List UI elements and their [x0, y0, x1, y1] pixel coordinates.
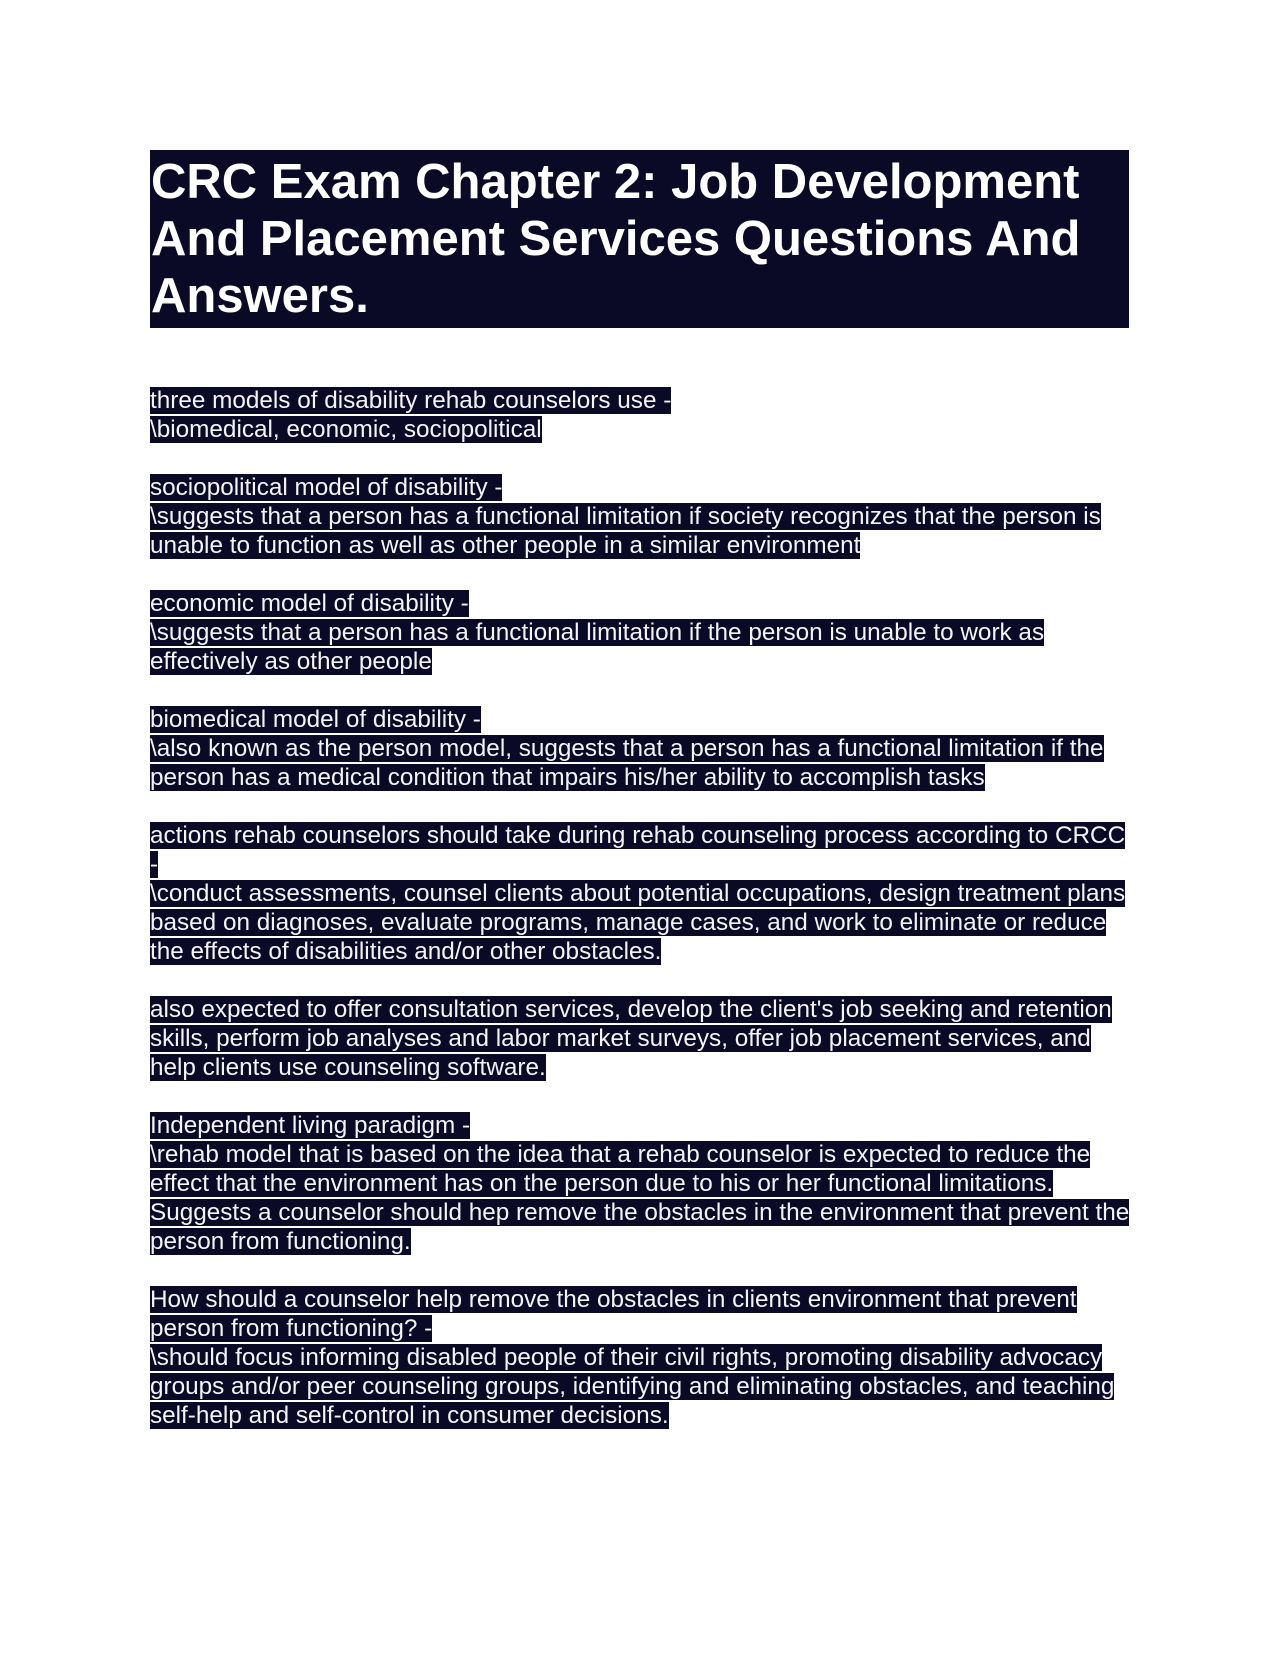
answer-text: \suggests that a person has a functional limitation if society recognizes that the person is unable to function as well as other people in a similar environment	[150, 503, 1101, 559]
answer-text: \should focus informing disabled people of their civil rights, promoting disability advocacy groups and/or peer counseling groups, identifying and eliminating obstacles, and teaching self-help and self-control in consumer decisions.	[150, 1344, 1115, 1429]
qa-entry	[150, 1285, 1130, 1430]
answer-text: \suggests that a person has a functional limitation if the person is unable to work as effectively as other people	[150, 619, 1045, 675]
question-text: How should a counselor help remove the obstacles in clients environment that prevent person from functioning? -	[150, 1286, 1077, 1342]
document-title: CRC Exam Chapter 2: Job Development And Placement Services Questions And Answers.	[150, 150, 1129, 328]
qa-entry	[150, 705, 1130, 792]
question-text: economic model of disability -	[150, 590, 469, 617]
question-text: Independent living paradigm -	[150, 1112, 471, 1139]
answer-text: also expected to offer consultation services, develop the client's job seeking and retention skills, perform job analyses and labor market surveys, offer job placement services, and help clients use counseling software.	[150, 996, 1112, 1081]
qa-entry	[150, 821, 1130, 966]
answer-text: \conduct assessments, counsel clients about potential occupations, design treatment plans based on diagnoses, evaluate programs, manage cases, and work to eliminate or reduce the effects of disabilities and/or other obstacles.	[150, 880, 1126, 965]
answer-text: \rehab model that is based on the idea that a rehab counselor is expected to reduce the effect that the environment has on the person due to his or her functional limitations. Suggests a counselor should hep remove the obstacles in the environment that prevent the person from functioning.	[150, 1141, 1130, 1255]
qa-list	[150, 386, 1130, 1430]
qa-entry	[150, 995, 1130, 1082]
qa-entry	[150, 1111, 1130, 1256]
qa-entry	[150, 386, 1130, 444]
qa-entry	[150, 589, 1130, 676]
question-text: sociopolitical model of disability -	[150, 474, 503, 501]
question-text: biomedical model of disability -	[150, 706, 481, 733]
qa-entry	[150, 473, 1130, 560]
question-text: three models of disability rehab counselors use -	[150, 387, 672, 414]
question-text: actions rehab counselors should take during rehab counseling process according to CRCC -	[150, 822, 1126, 878]
answer-text: \also known as the person model, suggests that a person has a functional limitation if the person has a medical condition that impairs his/her ability to accomplish tasks	[150, 735, 1104, 791]
answer-text: \biomedical, economic, sociopolitical	[150, 416, 542, 443]
document-page	[150, 150, 1130, 1459]
